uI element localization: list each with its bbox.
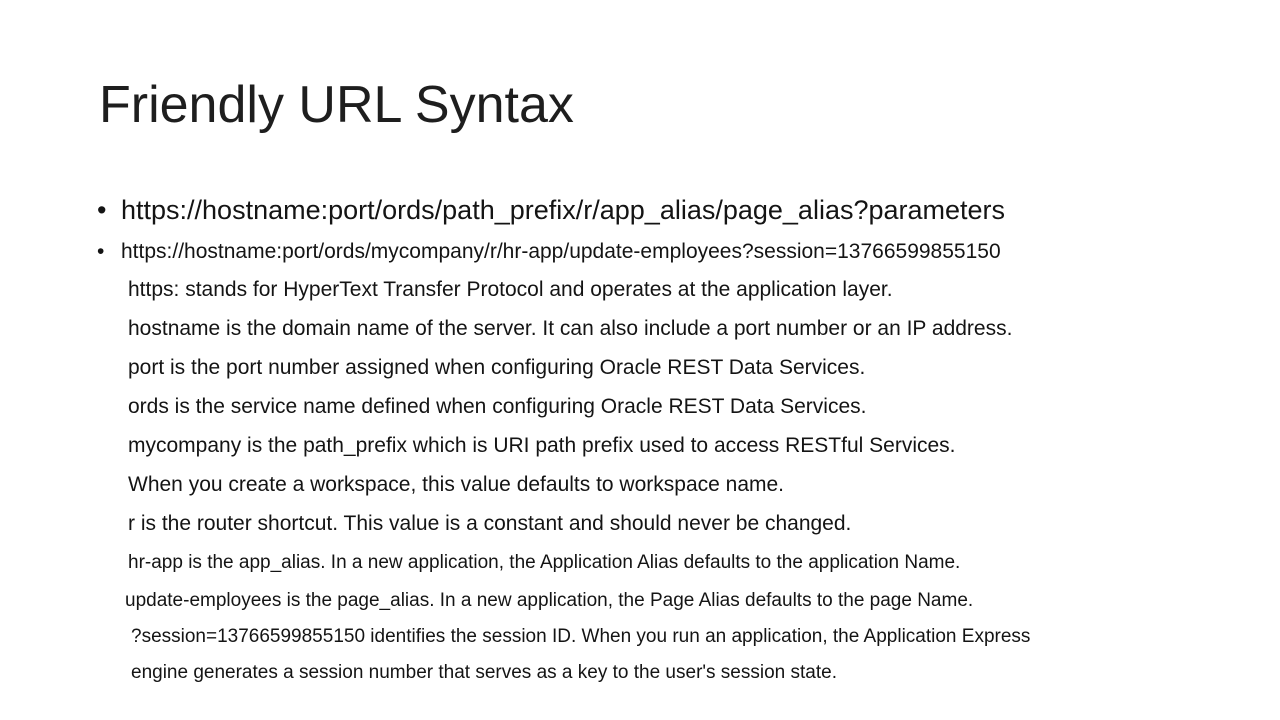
bullet-marker: • — [97, 195, 107, 225]
detail-line-https: https: stands for HyperText Transfer Protocol and operates at the application layer. — [128, 278, 893, 301]
slide-title: Friendly URL Syntax — [99, 76, 574, 134]
detail-line-port: port is the port number assigned when configuring Oracle REST Data Services. — [128, 356, 866, 379]
detail-line-page-alias: update-employees is the page_alias. In a new application, the Page Alias defaults to the page Name. — [125, 590, 974, 611]
bullet-url-syntax — [97, 193, 1197, 227]
bullet-marker: • — [97, 240, 105, 263]
detail-line-session: ?session=13766599855150 identifies the session ID. When you run an application, the Application Express — [131, 626, 1031, 647]
bullet-url-example — [97, 238, 1247, 266]
detail-line-router: r is the router shortcut. This value is a constant and should never be changed. — [128, 512, 852, 535]
detail-line-workspace: When you create a workspace, this value defaults to workspace name. — [128, 473, 785, 496]
detail-line-mycompany: mycompany is the path_prefix which is URI path prefix used to access RESTful Services. — [128, 434, 956, 457]
detail-line-engine: engine generates a session number that serves as a key to the user's session state. — [131, 662, 837, 683]
bullet-text: https://hostname:port/ords/mycompany/r/hr-app/update-employees?session=13766599855150 — [121, 240, 1001, 263]
bullet-text: https://hostname:port/ords/path_prefix/r/app_alias/page_alias?parameters — [121, 195, 1006, 225]
detail-line-app-alias: hr-app is the app_alias. In a new application, the Application Alias defaults to the application Name. — [128, 552, 961, 573]
detail-line-ords: ords is the service name defined when configuring Oracle REST Data Services. — [128, 395, 867, 418]
detail-line-hostname: hostname is the domain name of the server. It can also include a port number or an IP address. — [128, 317, 1013, 340]
